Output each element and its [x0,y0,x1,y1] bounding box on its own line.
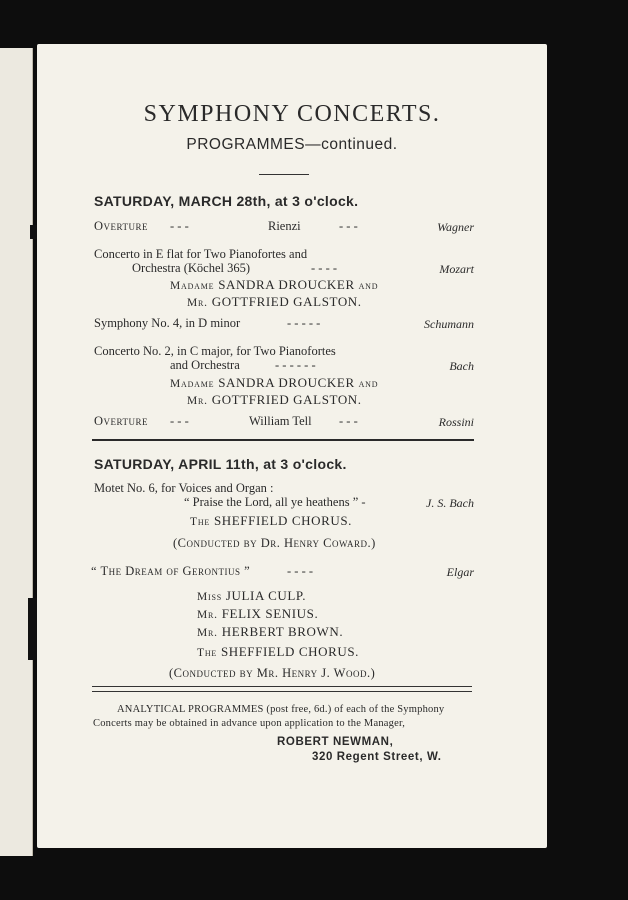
performer-line [197,624,343,640]
performer-line [170,277,378,293]
title-divider [259,174,309,175]
performer-line [197,606,318,622]
composer-name: Elgar [446,565,474,579]
performer-title: Mr. [197,609,218,621]
programme-item-type: Overture [94,414,148,428]
composer-name: Wagner [437,220,474,234]
concert-heading-april: SATURDAY, APRIL 11th, at 3 o'clock. [94,456,347,472]
performer-title: The [197,647,218,659]
footer-note: Concerts may be obtained in advance upon application to the Manager, [93,718,406,729]
performer-name: FELIX SENIUS. [221,606,319,621]
composer-name: Rossini [438,415,474,429]
leader-dots: - - - - [311,261,338,275]
section-divider [92,439,474,441]
composer-name: J. S. Bach [426,496,474,510]
programme-item-line: and Orchestra [170,358,240,372]
concert-heading-march: SATURDAY, MARCH 28th, at 3 o'clock. [94,193,359,209]
performer-title: Mr. [187,297,208,309]
programme-item-line [94,316,240,331]
footer-divider [92,686,472,692]
programme-item-line: Motet No. 6, for Voices and Organ : [94,481,274,495]
performer-name: SHEFFIELD CHORUS. [220,644,360,659]
performer-line [187,294,362,310]
performer-title: Miss [197,591,222,603]
programme-item-line: Concerto No. 2, in C major, for Two Pianofortes [94,344,336,358]
leader-dots: - - - [170,414,189,428]
performer-name: SANDRA DROUCKER [218,375,355,390]
footer-note: ANALYTICAL PROGRAMMES (post free, 6d.) of each of the Symphony [117,704,445,715]
performer-title: The [190,516,211,528]
leader-dots: - - - [339,219,358,233]
performer-title: Mr. [187,395,208,407]
performer-name: GOTTFRIED GALSTON. [211,392,362,407]
performer-name: JULIA CULP. [225,588,307,603]
performer-title: Madame [170,378,215,390]
performer-line [197,644,359,660]
programme-page [37,44,547,848]
performer-title: Madame [170,280,215,292]
performer-line [170,375,378,391]
programme-item-line: Orchestra (Köchel 365) [132,261,251,275]
programme-item-piece: Rienzi [268,219,301,233]
performer-conjunction: and [358,280,379,292]
performer-name: SANDRA DROUCKER [218,277,355,292]
page-subtitle: PROGRAMMES—continued. [186,136,398,153]
performer-name: SHEFFIELD CHORUS. [213,513,353,528]
page-title: SYMPHONY CONCERTS. [143,101,441,127]
performer-name: GOTTFRIED GALSTON. [211,294,362,309]
programme-item-line: “ The Dream of Gerontius ” [91,564,251,578]
composer-name: Bach [449,359,474,373]
performer-conjunction: and [358,378,379,390]
programme-item-type: Overture [94,219,148,233]
leader-dots: - - - - - [287,316,321,330]
performer-line [190,513,352,529]
composer-name: Mozart [439,262,474,276]
performer-line [197,588,306,604]
leader-dots: - - - [339,414,358,428]
performer-title: Mr. [197,627,218,639]
programme-item-piece: William Tell [249,414,312,428]
leader-dots: - - - - - - [275,358,316,372]
programme-item-line: “ Praise the Lord, all ye heathens ” - [184,495,366,509]
programme-item-text: Symphony No. 4, in D minor [94,316,241,330]
manager-address: 320 Regent Street, W. [312,751,442,763]
facing-page-edge [0,48,33,856]
leader-dots: - - - - [287,564,314,578]
programme-item-line: Concerto in E flat for Two Pianofortes and [94,247,308,261]
leader-dots: - - - [170,219,189,233]
conductor-line: (Conducted by Mr. Henry J. Wood.) [169,666,376,680]
manager-name: ROBERT NEWMAN, [277,736,394,748]
performer-line [187,392,362,408]
composer-name: Schumann [424,317,474,331]
conductor-line: (Conducted by Dr. Henry Coward.) [173,536,376,550]
performer-name: HERBERT BROWN. [221,624,344,639]
